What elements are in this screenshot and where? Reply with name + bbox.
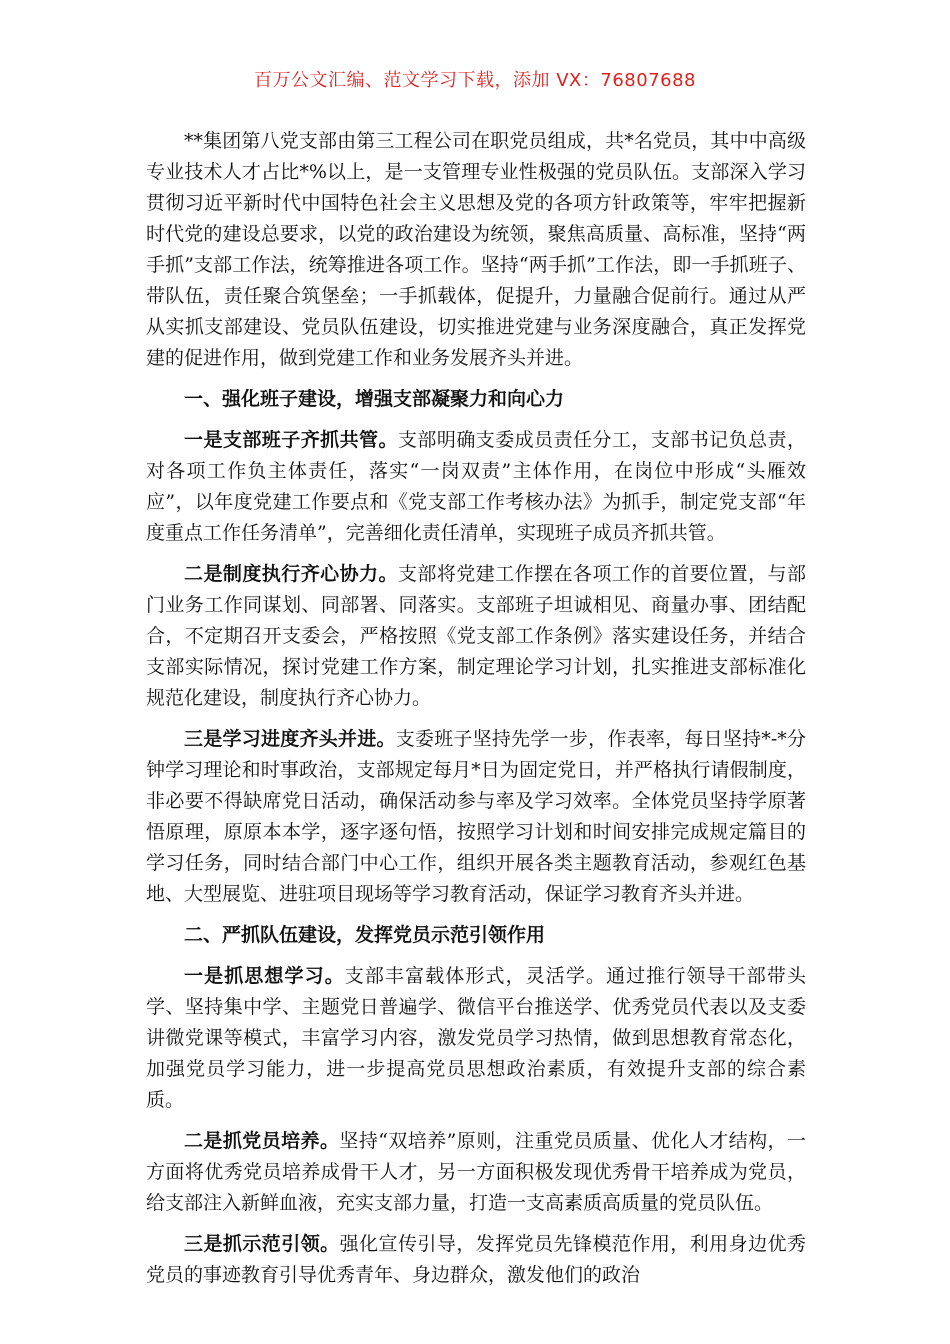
section2-item-2-lead: 二是抓党员培养。 — [184, 1130, 340, 1152]
section1-item-1 — [146, 425, 806, 549]
section2-item-1-body: 支部丰富载体形式，灵活学。通过推行领导干部带头学、坚持集中学、主题党日普遍学、微信平台推送学、优秀党员代表以及支委讲微党课等模式，丰富学习内容，激发党员学习热情，做到思想教育常态化，加强党员学习能力，进一步提高党员思想政治素质，有效提升支部的综合素质。 — [146, 965, 806, 1111]
section1-item-2-body: 支部将党建工作摆在各项工作的首要位置，与部门业务工作同谋划、同部署、同落实。支部班子坦诚相见、商量办事、团结配合，不定期召开支委会，严格按照《党支部工作条例》落实建设任务，并结合支部实际情况，探讨党建工作方案，制定理论学习计划，扎实推进支部标准化规范化建设，制度执行齐心协力。 — [146, 563, 806, 709]
section2-item-3-lead: 三是抓示范引领。 — [184, 1233, 340, 1255]
section1-heading: 一、强化班子建设，增强支部凝聚力和向心力 — [184, 388, 565, 410]
section2-item-2-body: 坚持“双培养”原则，注重党员质量、优化人才结构，一方面将优秀党员培养成骨干人才，另一方面积极发现优秀骨干培养成为党员，给支部注入新鲜血液，充实支部力量，打造一支高素质高质量的党员队伍。 — [146, 1130, 806, 1214]
section2-item-2 — [146, 1126, 806, 1219]
section1-item-3-body: 支委班子坚持先学一步，作表率，每日坚持*-*分钟学习理论和时事政治，支部规定每月*日为固定党日，并严格执行请假制度，非必要不得缺席党日活动，确保活动参与率及学习效率。全体党员坚持学原著悟原理，原原本本学，逐字逐句悟，按照学习计划和时间安排完成规定篇目的学习任务，同时结合部门中心工作，组织开展各类主题教育活动，参观红色基地、大型展览、进驻项目现场等学习教育活动，保证学习教育齐头并进。 — [146, 728, 806, 905]
section1-item-1-body: 支部明确支委成员责任分工，支部书记负总责，对各项工作负主体责任，落实“一岗双责”主体作用，在岗位中形成“头雁效应”，以年度党建工作要点和《党支部工作考核办法》为抓手，制定党支部“年度重点工作任务清单”，完善细化责任清单，实现班子成员齐抓共管。 — [146, 429, 806, 544]
section1-item-3-lead: 三是学习进度齐头并进。 — [184, 728, 396, 750]
promo-header: 百万公文汇编、范文学习下载，添加 VX：76807688 — [254, 70, 696, 91]
section2-item-3-body: 强化宣传引导，发挥党员先锋模范作用，利用身边优秀党员的事迹教育引导优秀青年、身边群众，激发他们的政治 — [146, 1233, 806, 1286]
section1-item-2-lead: 二是制度执行齐心协力。 — [184, 563, 398, 585]
section2-item-1 — [146, 961, 806, 1116]
section2-item-1-lead: 一是抓思想学习。 — [184, 965, 345, 987]
section1-item-3 — [146, 724, 806, 910]
section2-heading: 二、严抓队伍建设，发挥党员示范引领作用 — [184, 924, 546, 946]
document-body — [146, 126, 806, 1301]
intro-paragraph: **集团第八党支部由第三工程公司在职党员组成，共*名党员，其中中高级专业技术人才占比*%以上，是一支管理专业性极强的党员队伍。支部深入学习贯彻习近平新时代中国特色社会主义思想及党的各项方针政策等，牢牢把握新时代党的建设总要求，以党的政治建设为统领，聚焦高质量、高标准，坚持“两手抓”支部工作法，统筹推进各项工作。坚持“两手抓”工作法，即一手抓班子、带队伍，责任聚合筑堡垒；一手抓载体，促提升，力量融合促前行。通过从严从实抓支部建设、党员队伍建设，切实推进党建与业务深度融合，真正发挥党建的促进作用，做到党建工作和业务发展齐头并进。 — [146, 130, 806, 369]
section1-item-1-lead: 一是支部班子齐抓共管。 — [184, 429, 398, 451]
section1-item-2 — [146, 559, 806, 714]
section2-item-3 — [146, 1229, 806, 1291]
